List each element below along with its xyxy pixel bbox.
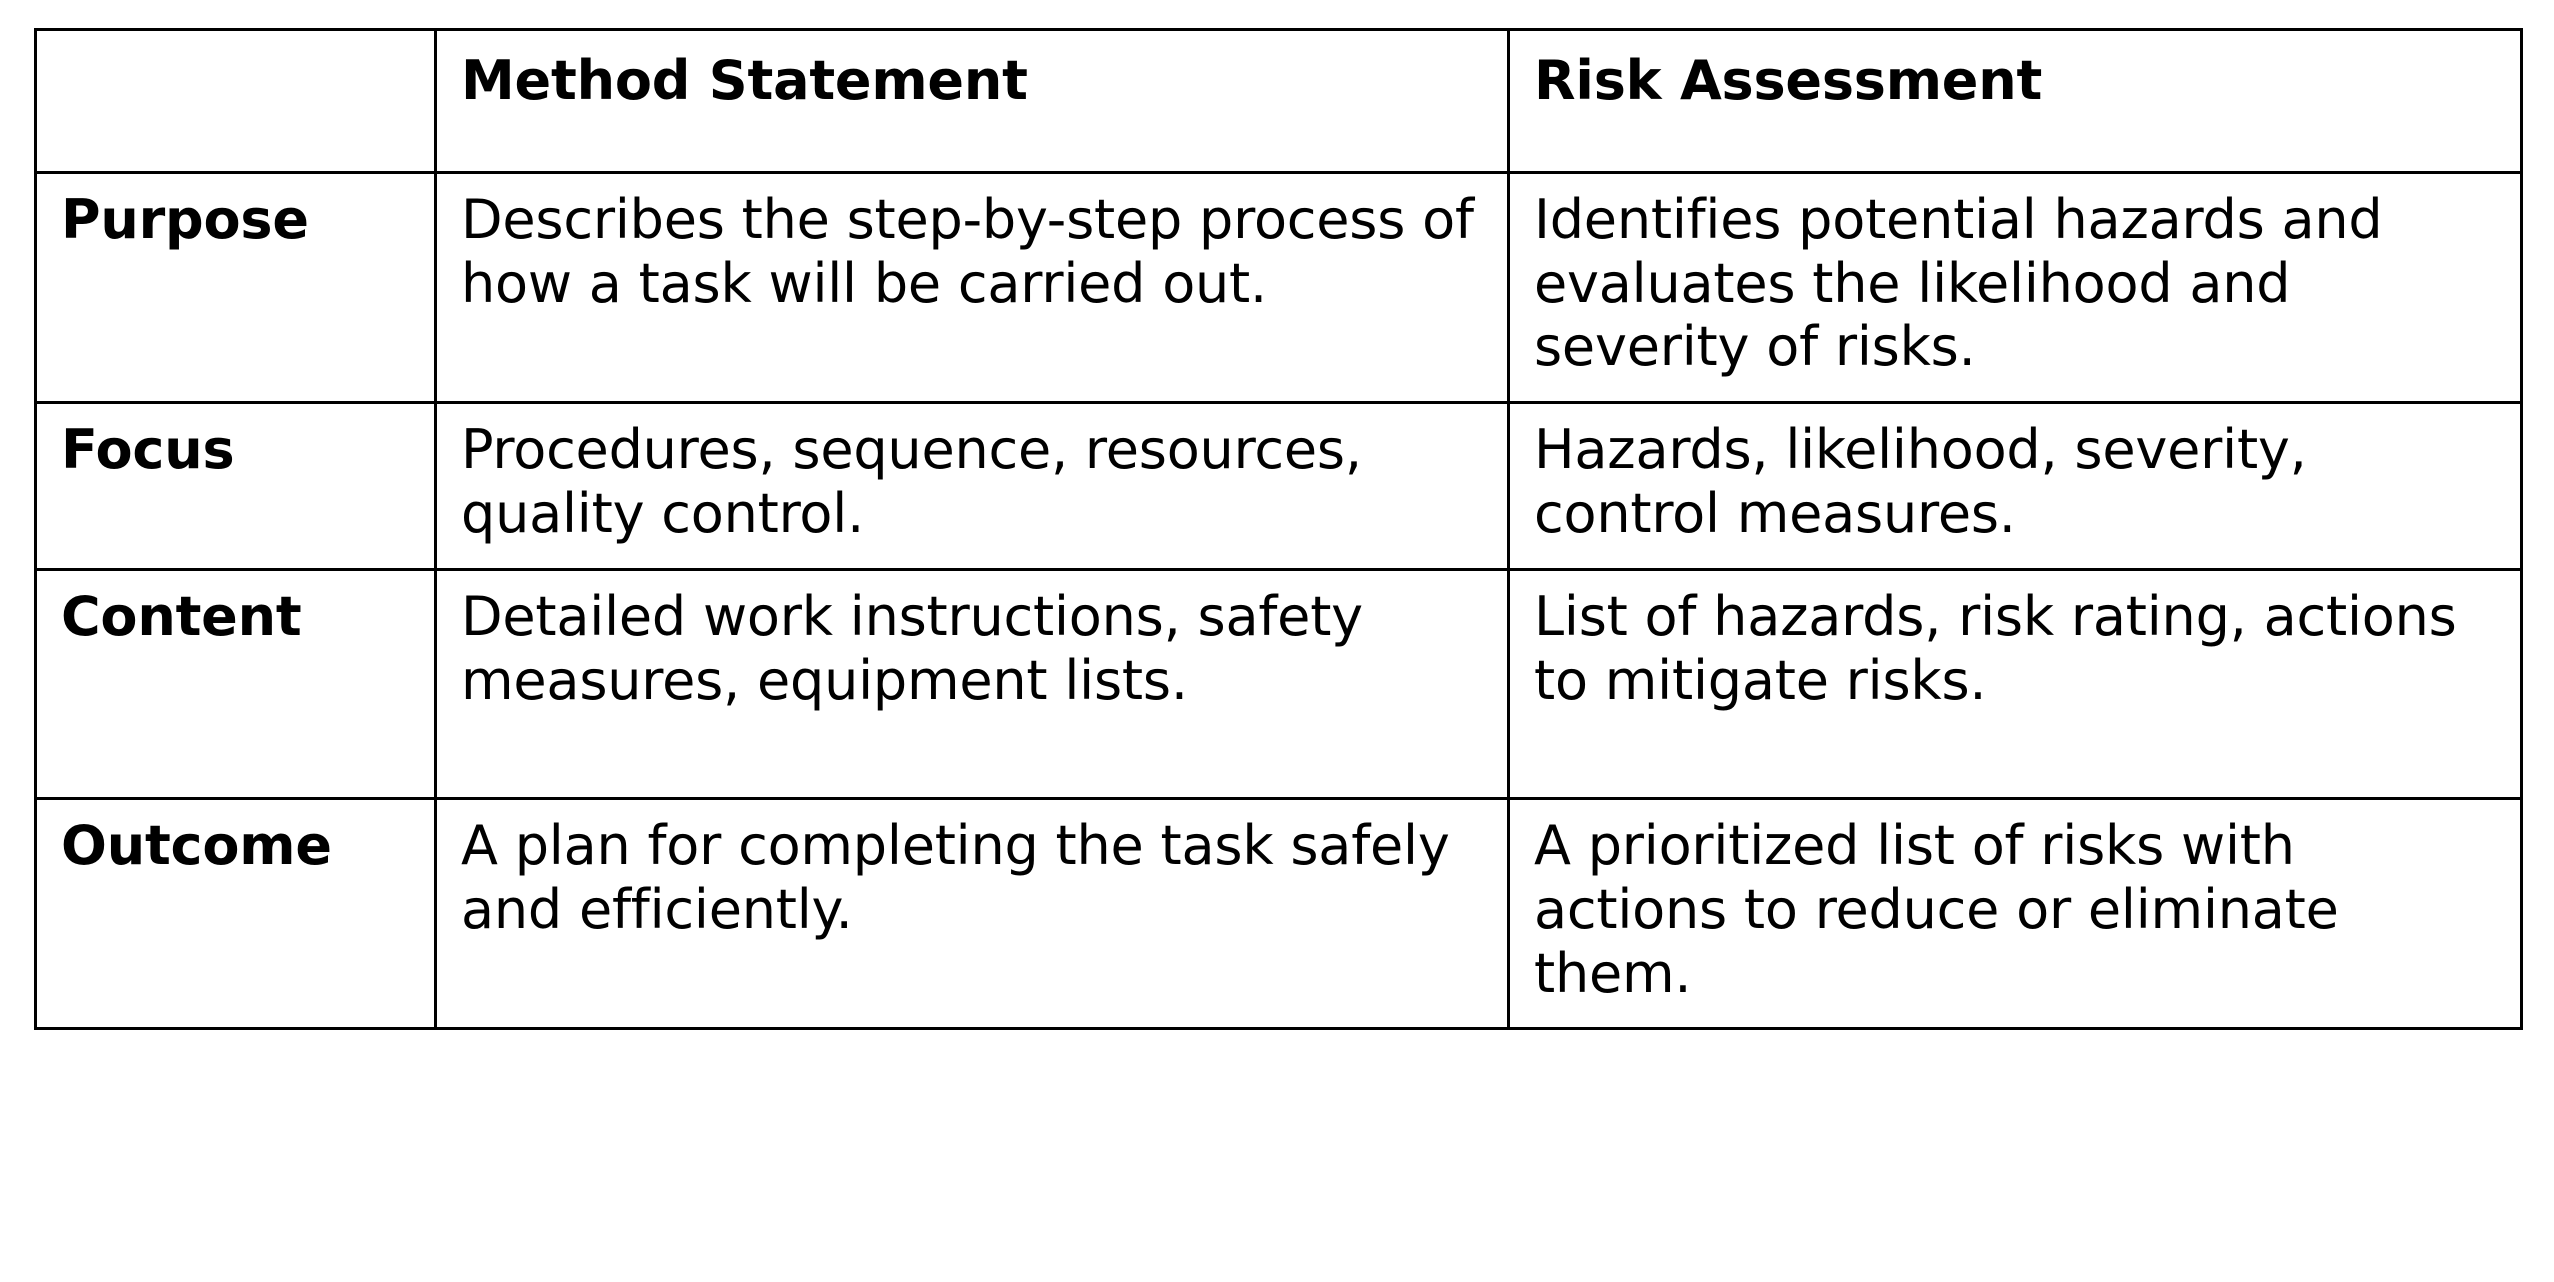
table-row — [36, 799, 2522, 1029]
cell-focus-risk-assessment — [1509, 403, 2522, 570]
cell-outcome-risk-assessment — [1509, 799, 2522, 1029]
cell-text: Identifies potential hazards and evaluates the likelihood and severity of risks. — [1534, 188, 2383, 379]
cell-text: Describes the step-by-step process of how a task will be carried out. — [461, 188, 1474, 315]
table-body — [36, 173, 2522, 1029]
cell-text: List of hazards, risk rating, actions to mitigate risks. — [1534, 585, 2457, 712]
cell-content-risk-assessment — [1509, 570, 2522, 799]
cell-content-method-statement — [436, 570, 1509, 799]
cell-purpose-method-statement — [436, 173, 1509, 403]
comparison-table — [34, 28, 2523, 1030]
row-label-content: Content — [36, 570, 436, 799]
cell-text: Hazards, likelihood, severity, control measures. — [1534, 418, 2307, 545]
cell-text: Procedures, sequence, resources, quality control. — [461, 418, 1362, 545]
column-header-method-statement: Method Statement — [436, 30, 1509, 173]
row-label-purpose: Purpose — [36, 173, 436, 403]
cell-focus-method-statement — [436, 403, 1509, 570]
cell-text: Detailed work instructions, safety measures, equipment lists. — [461, 585, 1363, 712]
row-label-outcome: Outcome — [36, 799, 436, 1029]
table-row — [36, 173, 2522, 403]
row-label-focus: Focus — [36, 403, 436, 570]
cell-outcome-method-statement — [436, 799, 1509, 1029]
table-corner-cell — [36, 30, 436, 173]
cell-text: A plan for completing the task safely and efficiently. — [461, 814, 1450, 941]
table-row — [36, 403, 2522, 570]
table-row — [36, 570, 2522, 799]
cell-text: A prioritized list of risks with actions to reduce or eliminate them. — [1534, 814, 2339, 1005]
table-header-row — [36, 30, 2522, 173]
table-header — [36, 30, 2522, 173]
cell-purpose-risk-assessment — [1509, 173, 2522, 403]
column-header-risk-assessment: Risk Assessment — [1509, 30, 2522, 173]
